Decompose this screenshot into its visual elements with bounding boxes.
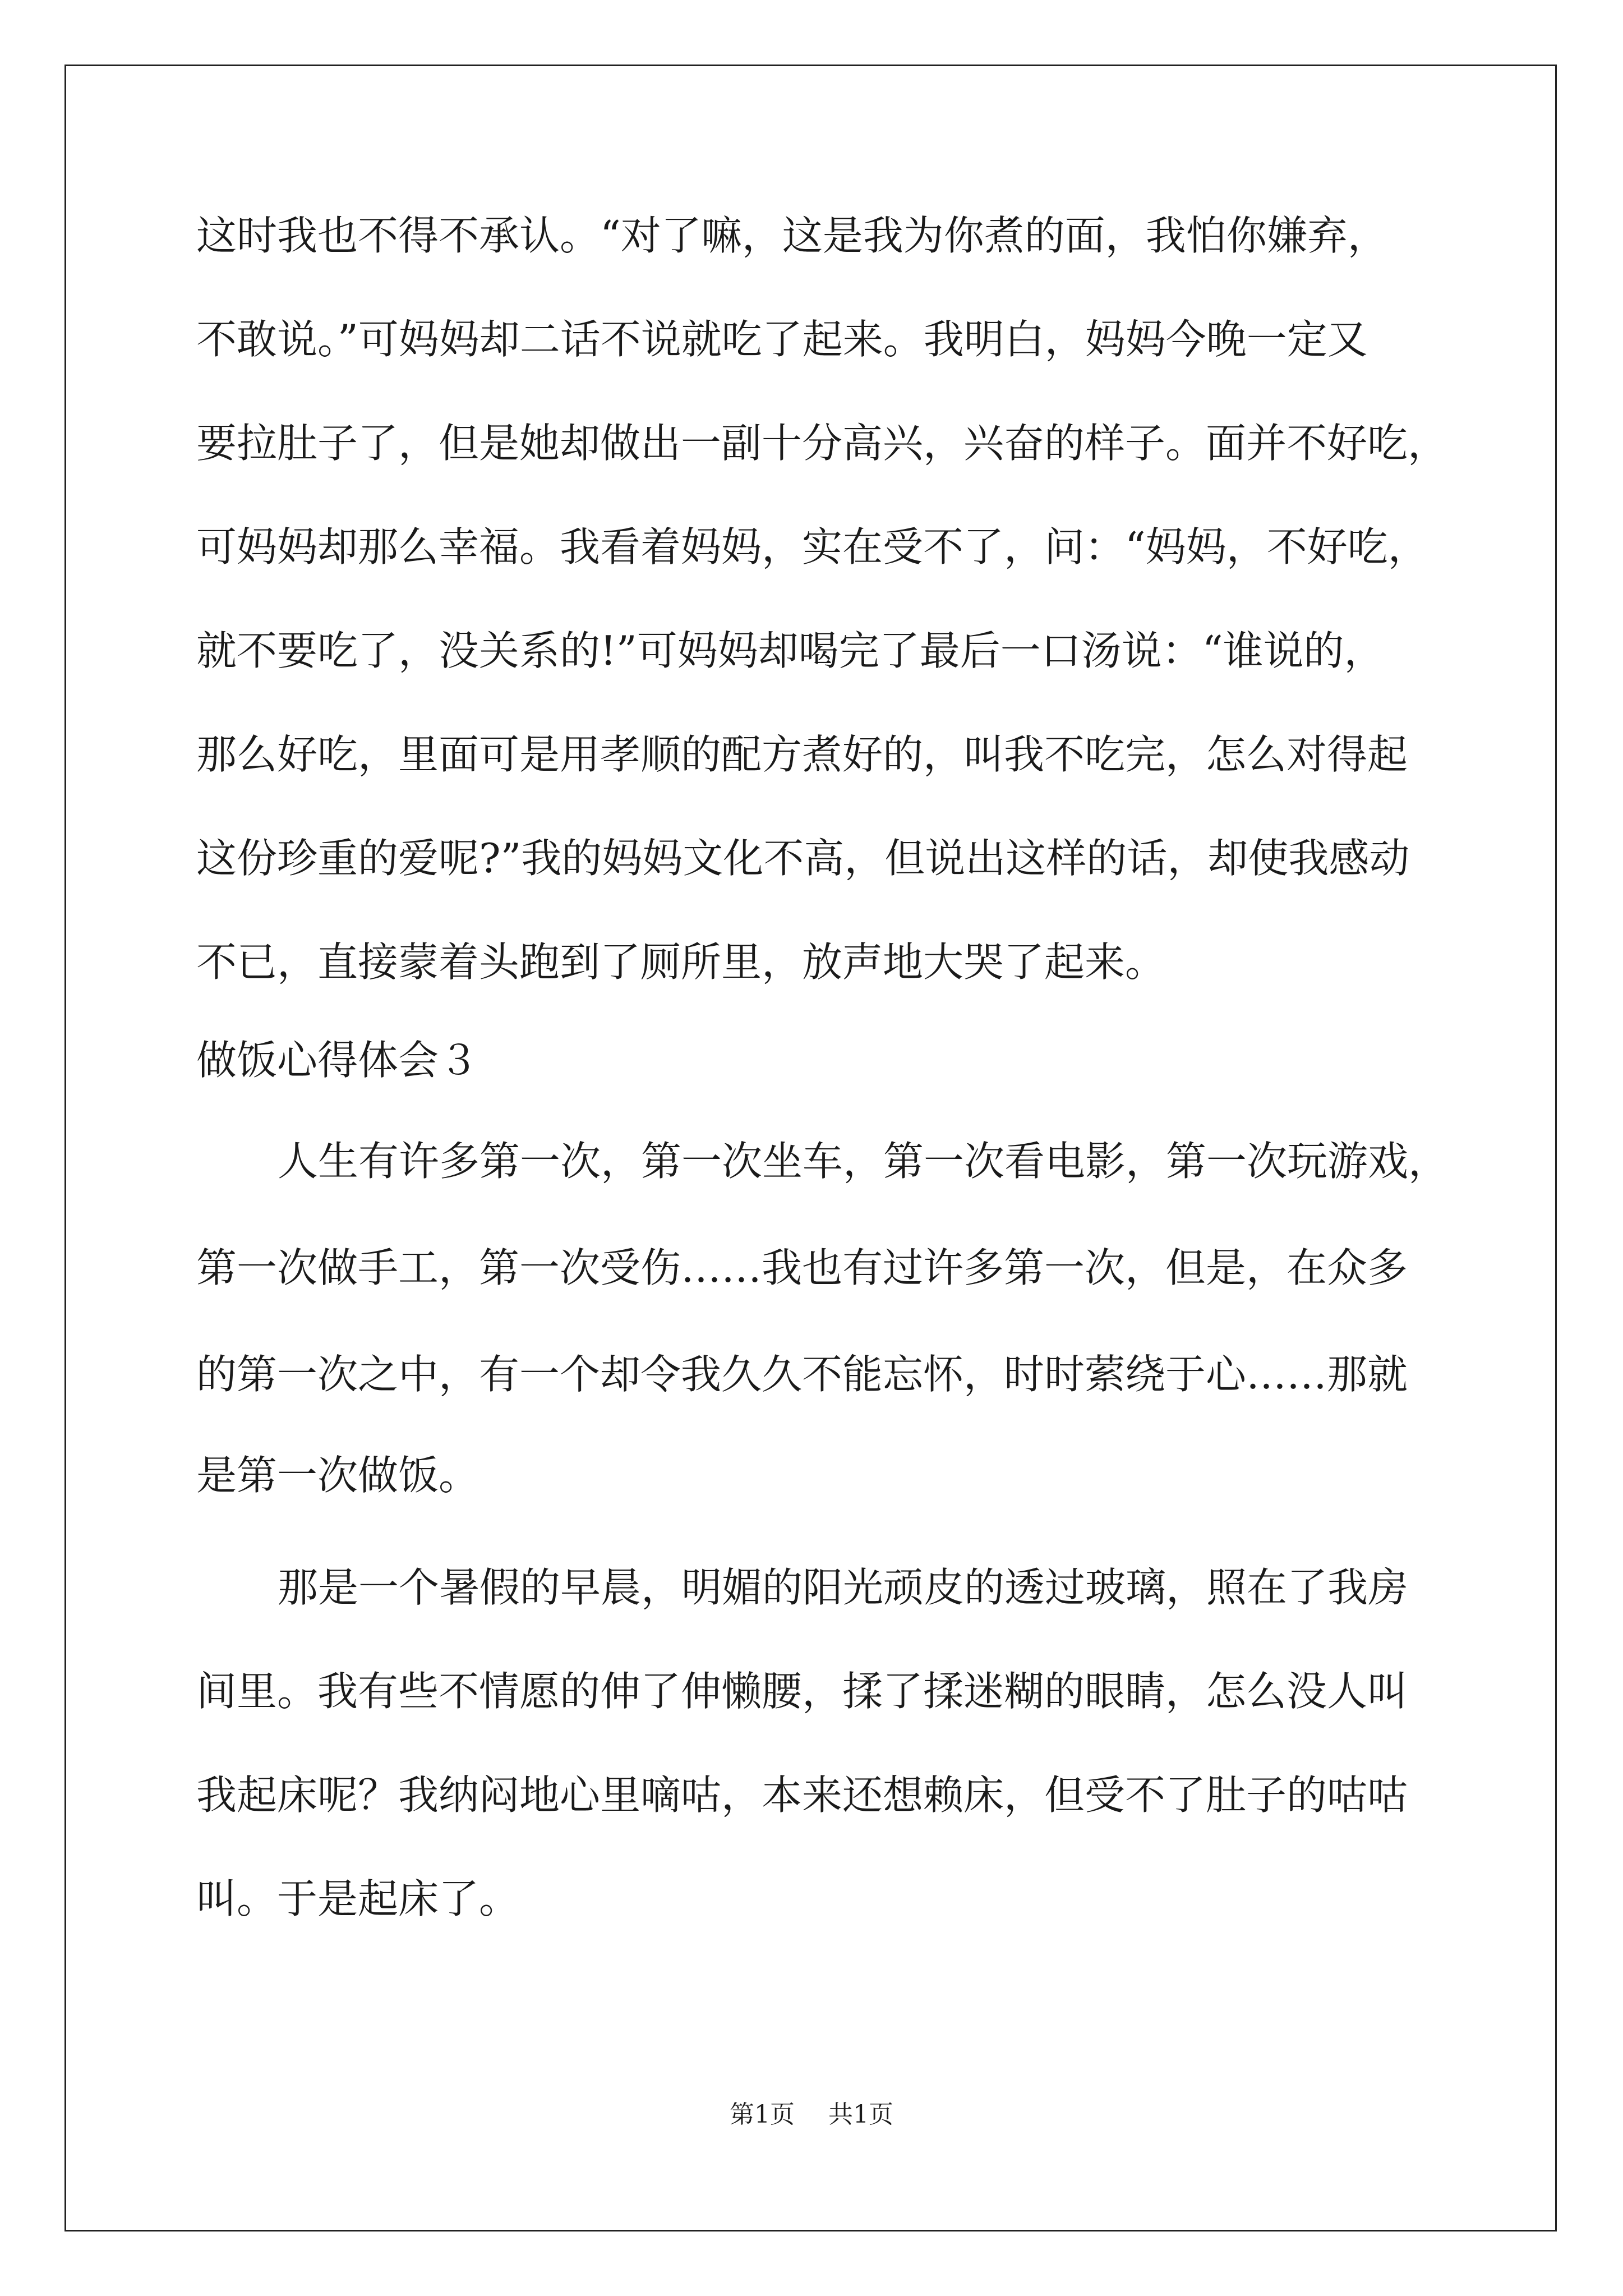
paragraph-line: 就不要吃了，没关系的!”可妈妈却喝完了最后一口汤说：“谁说的， (196, 627, 1385, 674)
paragraph-line: 是第一次做饭。 (196, 1452, 479, 1499)
paragraph-line: 这时我也不得不承认。“对了嘛，这是我为你煮的面，我怕你嫌弃， (196, 212, 1388, 259)
section-heading: 做饭心得体会３ (196, 1037, 479, 1084)
paragraph-line: 不已，直接蒙着头跑到了厕所里，放声地大哭了起来。 (196, 938, 1166, 986)
page-footer (0, 2098, 1623, 2132)
paragraph-line: 可妈妈却那么幸福。我看着妈妈，实在受不了，问：“妈妈，不好吃， (196, 523, 1428, 570)
paragraph-line: 人生有许多第一次，第一次坐车，第一次看电影，第一次玩游戏， (278, 1138, 1449, 1185)
paragraph-line: 第一次做手工，第一次受伤……我也有过许多第一次，但是，在众多 (196, 1244, 1408, 1291)
paragraph-line: 间里。我有些不情愿的伸了伸懒腰，揉了揉迷糊的眼睛，怎么没人叫 (196, 1668, 1408, 1715)
paragraph-line: 的第一次之中，有一个却令我久久不能忘怀，时时萦绕于心……那就 (196, 1351, 1408, 1398)
paragraph-line: 我起床呢？我纳闷地心里嘀咕，本来还想赖床，但受不了肚子的咕咕 (196, 1772, 1408, 1819)
paragraph-line: 叫。于是起床了。 (196, 1875, 520, 1922)
paragraph-line: 那是一个暑假的早晨，明媚的阳光顽皮的透过玻璃，照在了我房 (278, 1564, 1409, 1611)
paragraph-line: 这份珍重的爱呢?”我的妈妈文化不高，但说出这样的话，却使我感动 (196, 835, 1410, 882)
paragraph-line: 那么好吃，里面可是用孝顺的配方煮好的，叫我不吃完，怎么对得起 (196, 731, 1408, 778)
page-count: 共1页 (828, 2100, 893, 2129)
page-number: 第1页 (730, 2100, 795, 2129)
paragraph-line: 要拉肚子了，但是她却做出一副十分高兴，兴奋的样子。面并不好吃， (196, 420, 1449, 467)
paragraph-line: 不敢说。”可妈妈却二话不说就吃了起来。我明白，妈妈今晚一定又 (196, 316, 1368, 363)
